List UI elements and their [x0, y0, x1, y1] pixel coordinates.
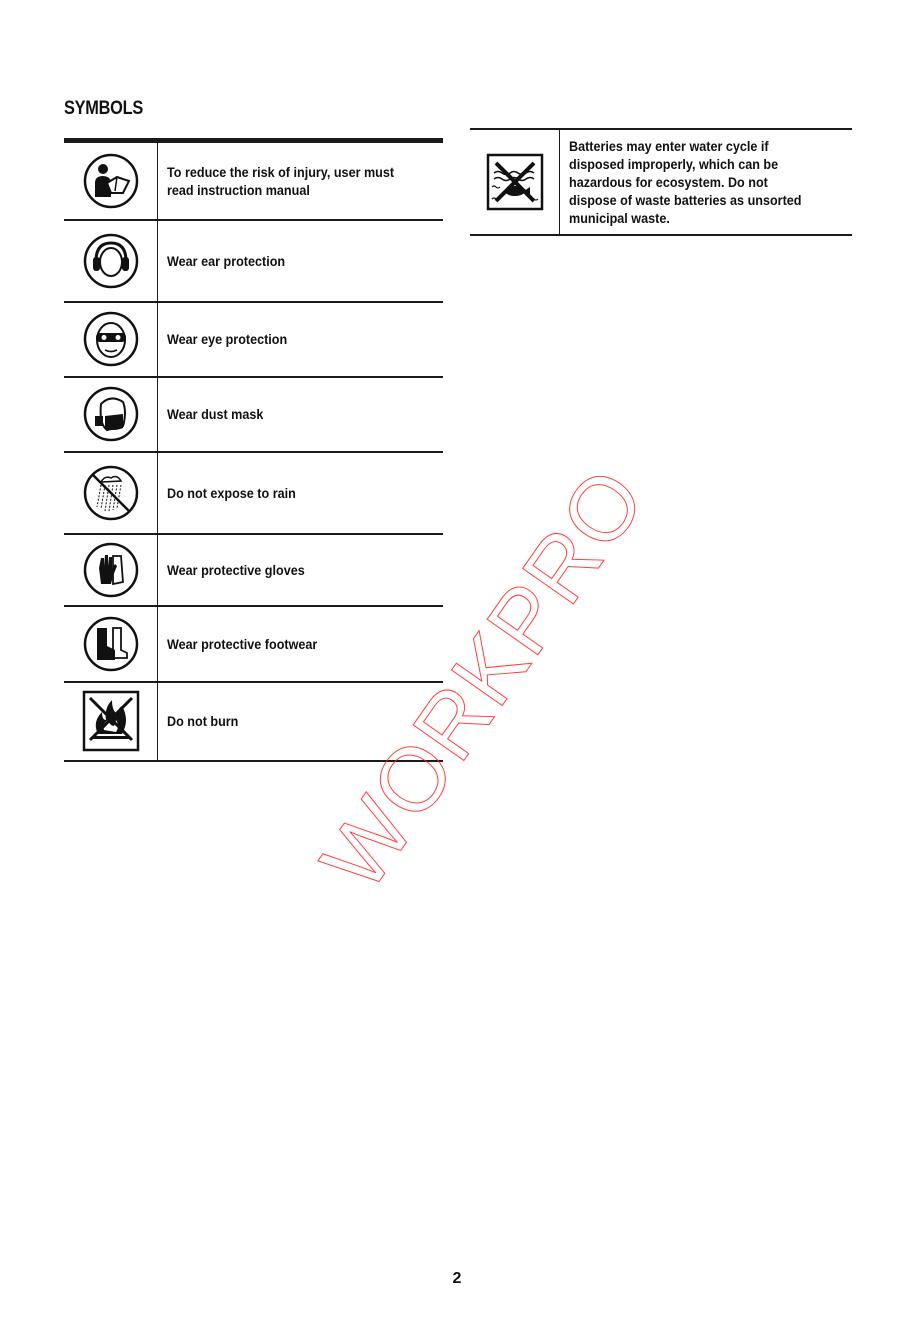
symbol-description: Do not expose to rain — [167, 484, 296, 501]
symbol-description: Wear protective footwear — [167, 635, 318, 652]
gloves-icon — [83, 542, 139, 598]
eye-protection-icon — [83, 311, 139, 367]
watermark: WORKPRO — [302, 450, 666, 909]
page-number: 2 — [452, 1270, 462, 1287]
section-heading: SYMBOLS — [64, 98, 143, 119]
dust-mask-icon — [83, 386, 139, 442]
no-water-disposal-icon — [486, 153, 544, 211]
no-burn-icon — [82, 690, 140, 752]
ear-protection-icon — [83, 233, 139, 289]
symbol-description: Wear eye protection — [167, 331, 288, 347]
symbol-description: Wear ear protection — [167, 252, 286, 269]
symbol-row — [64, 534, 443, 606]
footwear-icon — [83, 616, 139, 672]
read-manual-icon — [83, 153, 139, 209]
symbol-row — [470, 129, 852, 235]
battery-symbol-table — [470, 128, 852, 236]
symbol-row — [64, 141, 443, 220]
symbol-description: Wear protective gloves — [167, 561, 305, 578]
symbols-table — [64, 138, 443, 762]
symbol-row — [64, 452, 443, 534]
symbol-row — [64, 606, 443, 682]
symbol-description: Batteries may enter water cycle if disposed improperly, which can be hazardous for ecosystem. Do not dispose of waste batteries as unsorted municipal waste. — [569, 138, 802, 226]
symbol-row — [64, 302, 443, 377]
no-rain-icon — [83, 465, 139, 521]
symbol-description: To reduce the risk of injury, user must read instruction manual — [167, 163, 395, 198]
symbol-description: Wear dust mask — [167, 406, 264, 422]
symbol-row — [64, 220, 443, 302]
symbol-description: Do not burn — [167, 713, 239, 729]
symbol-row — [64, 377, 443, 452]
